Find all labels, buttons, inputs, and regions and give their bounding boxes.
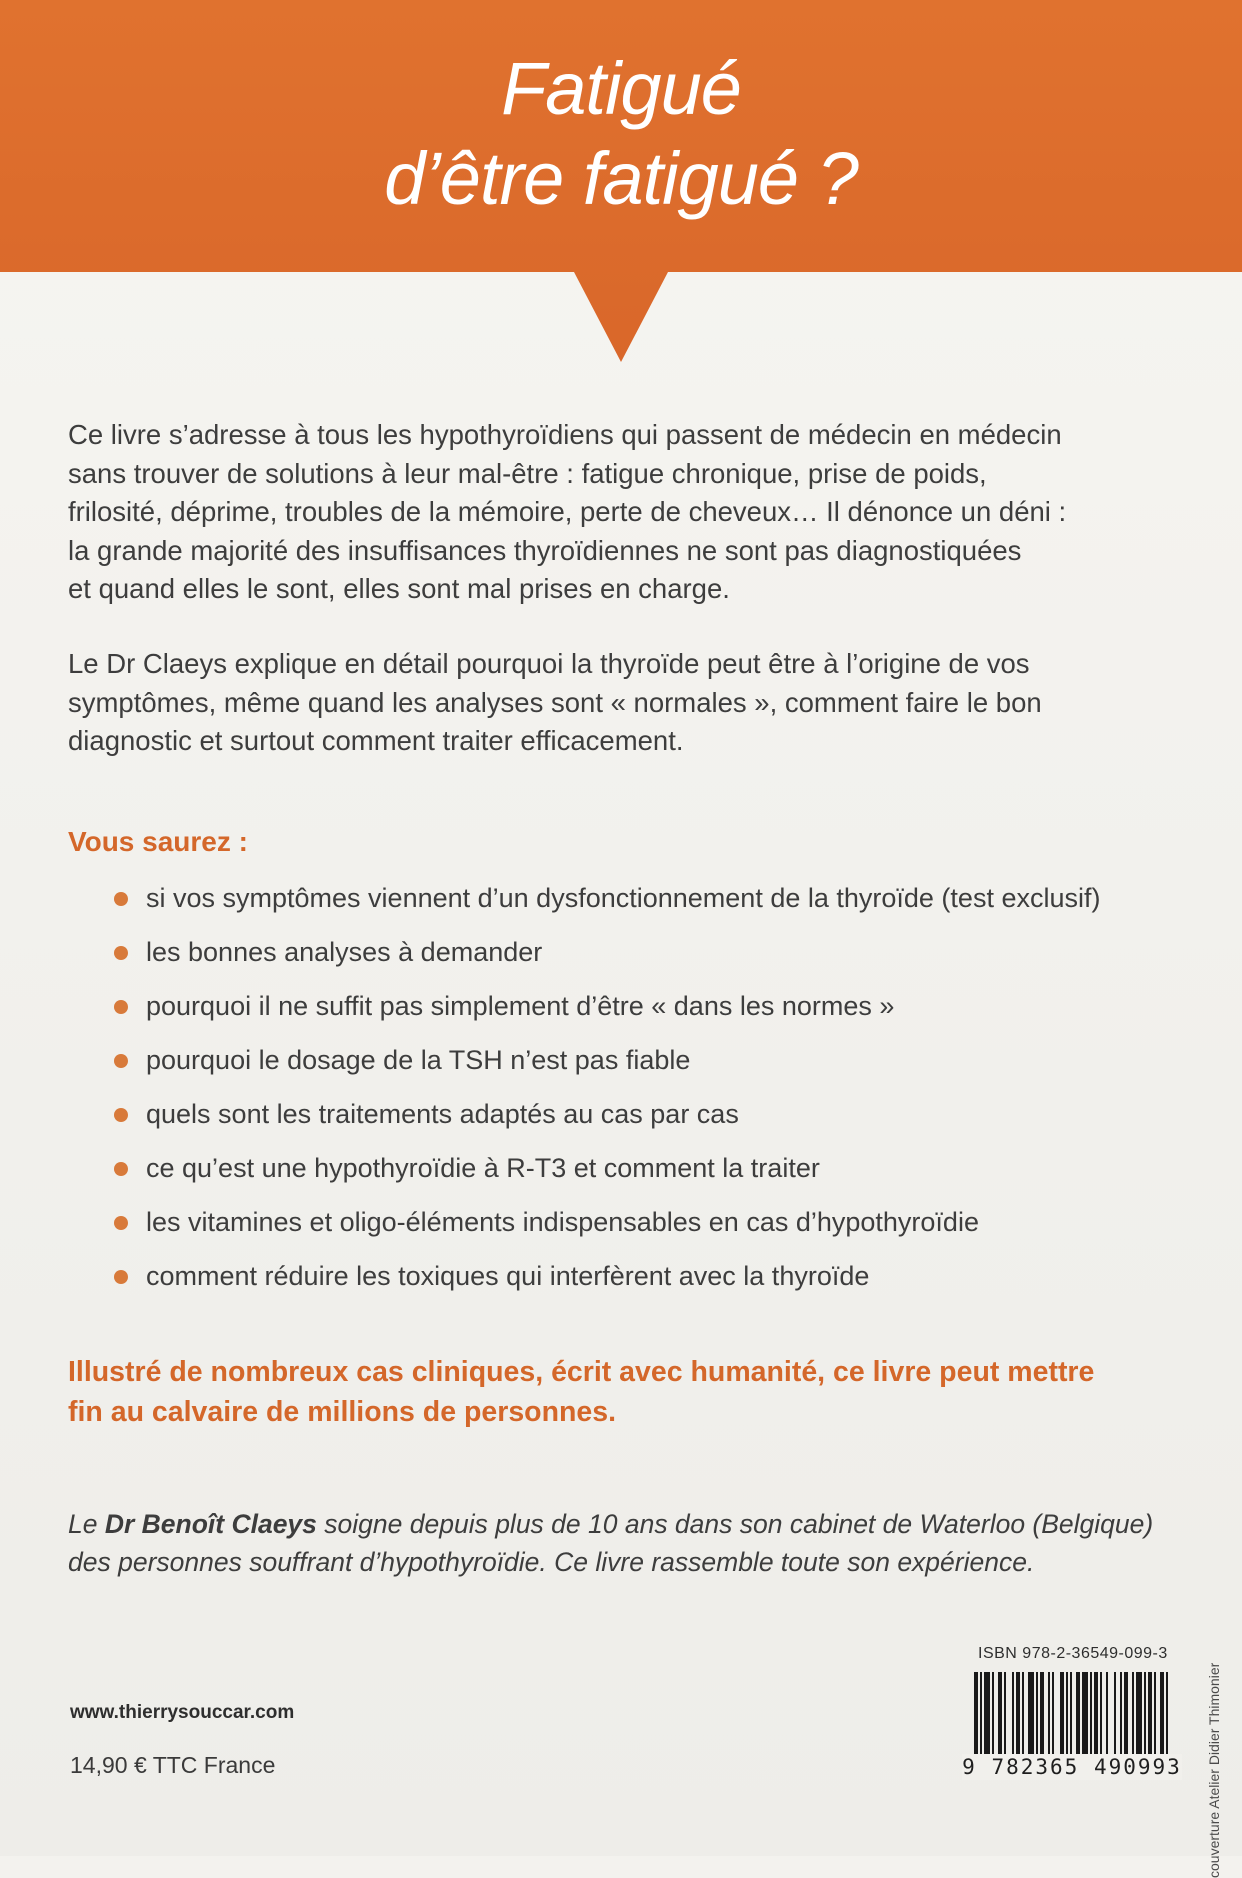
- barcode-bar: [1012, 1672, 1014, 1754]
- barcode-bar: [1148, 1672, 1152, 1754]
- list-item-text: comment réduire les toxiques qui interfèrent avec la thyroïde: [146, 1261, 870, 1291]
- barcode-bar: [1052, 1672, 1054, 1754]
- list-item-text: pourquoi il ne suffit pas simplement d’être « dans les normes »: [146, 991, 895, 1021]
- author-prefix: Le: [68, 1509, 105, 1539]
- barcode-bar: [1040, 1672, 1044, 1754]
- intro-line: frilosité, déprime, troubles de la mémoire, perte de cheveux… Il dénonce un déni :: [68, 496, 1067, 527]
- publisher-website: www.thierrysouccar.com: [70, 1702, 295, 1723]
- list-item-text: quels sont les traitements adaptés au cas par cas: [146, 1099, 739, 1129]
- bullet-dot-icon: [114, 946, 128, 960]
- barcode-bar: [1070, 1672, 1072, 1754]
- list-item: [112, 1200, 1192, 1254]
- barcode-bar: [1132, 1672, 1134, 1754]
- headline-line-2: d’être fatigué ?: [384, 137, 858, 220]
- barcode-bar: [1154, 1672, 1156, 1754]
- barcode-bar: [1114, 1672, 1116, 1754]
- explanation-line: symptômes, même quand les analyses sont « normales », comment faire le bon: [68, 686, 1042, 718]
- list-item-text: les vitamines et oligo-éléments indispensables en cas d’hypothyroïdie: [146, 1207, 979, 1237]
- barcode-digits: 9 782365 490993: [962, 1755, 1182, 1779]
- barcode-bar: [1094, 1672, 1098, 1754]
- list-item: [112, 876, 1192, 930]
- barcode-bar: [1120, 1672, 1122, 1754]
- cover-credit: couverture Atelier Didier Thimonier: [1206, 1662, 1222, 1878]
- explanation-paragraph: [68, 645, 1188, 761]
- author-bio-text: soigne depuis plus de 10 ans dans son cabinet de Waterloo (Belgique): [316, 1509, 1154, 1539]
- author-bio-line-1: [68, 1505, 1188, 1543]
- intro-line: et quand elles le sont, elles sont mal prises en charge.: [68, 573, 730, 604]
- intro-line: Ce livre s’adresse à tous les hypothyroïdiens qui passent de médecin en médecin: [68, 419, 1062, 450]
- barcode-bar: [1022, 1672, 1024, 1754]
- list-item-text: les bonnes analyses à demander: [146, 937, 543, 967]
- list-item: [112, 1254, 1192, 1308]
- barcode-bar: [1160, 1672, 1164, 1754]
- price-label: 14,90 € TTC France: [70, 1752, 276, 1778]
- bullet-dot-icon: [114, 1108, 128, 1122]
- isbn-label: ISBN 978-2-36549-099-3: [978, 1645, 1168, 1662]
- bullet-dot-icon: [114, 1270, 128, 1284]
- list-item-text: ce qu’est une hypothyroïdie à R-T3 et comment la traiter: [146, 1153, 820, 1183]
- list-item: [112, 1092, 1192, 1146]
- intro-paragraph: [68, 416, 1188, 609]
- barcode-bar: [992, 1672, 994, 1754]
- barcode-bar: [1136, 1672, 1142, 1754]
- barcode-bar: [1100, 1672, 1102, 1754]
- bullet-dot-icon: [114, 1216, 128, 1230]
- list-item-text: si vos symptômes viennent d’un dysfonctionnement de la thyroïde (test exclusif): [146, 883, 1101, 913]
- barcode-bar: [984, 1672, 990, 1754]
- list-item: [112, 1038, 1192, 1092]
- barcode-bar: [1106, 1672, 1108, 1754]
- barcode-bar: [1090, 1672, 1092, 1754]
- bullet-dot-icon: [114, 1000, 128, 1014]
- author-bio-line-2: des personnes souffrant d’hypothyroïdie. Ce livre rassemble toute son expérience.: [68, 1547, 1035, 1577]
- author-name: Dr Benoît Claeys: [104, 1509, 317, 1539]
- barcode-bar: [1048, 1672, 1050, 1754]
- headline-line-1: Fatigué: [501, 47, 741, 130]
- explanation-line: diagnostic et surtout comment traiter efficacement.: [68, 725, 684, 756]
- barcode-bar: [1124, 1672, 1128, 1754]
- barcode-bar: [1066, 1672, 1068, 1754]
- barcode-bar: [1016, 1672, 1020, 1754]
- barcode-bar: [1166, 1672, 1168, 1754]
- highlight-statement: [68, 1352, 1188, 1432]
- intro-line: sans trouver de solutions à leur mal-être : fatigue chronique, prise de poids,: [68, 457, 987, 489]
- list-item-text: pourquoi le dosage de la TSH n’est pas fiable: [146, 1045, 691, 1075]
- list-item: [112, 1146, 1192, 1200]
- section-heading: Vous saurez :: [68, 826, 248, 857]
- barcode-bar: [1004, 1672, 1006, 1754]
- bullet-dot-icon: [114, 1054, 128, 1068]
- barcode-bar: [1028, 1672, 1034, 1754]
- barcode-bar: [1144, 1672, 1146, 1754]
- bullet-dot-icon: [114, 1162, 128, 1176]
- explanation-line: Le Dr Claeys explique en détail pourquoi la thyroïde peut être à l’origine de vos: [68, 648, 1030, 679]
- list-item: [112, 984, 1192, 1038]
- bullet-dot-icon: [114, 892, 128, 906]
- barcode-bar: [1060, 1672, 1064, 1754]
- barcode-bar: [1036, 1672, 1038, 1754]
- highlight-line: fin au calvaire de millions de personnes.: [68, 1396, 617, 1428]
- benefits-list: [112, 876, 1192, 1308]
- highlight-line: Illustré de nombreux cas cliniques, écrit avec humanité, ce livre peut mettre: [68, 1356, 1095, 1388]
- intro-line: la grande majorité des insuffisances thyroïdiennes ne sont pas diagnostiquées: [68, 534, 1022, 566]
- author-bio: [68, 1505, 1188, 1581]
- list-item: [112, 930, 1192, 984]
- barcode-bar: [998, 1672, 1002, 1754]
